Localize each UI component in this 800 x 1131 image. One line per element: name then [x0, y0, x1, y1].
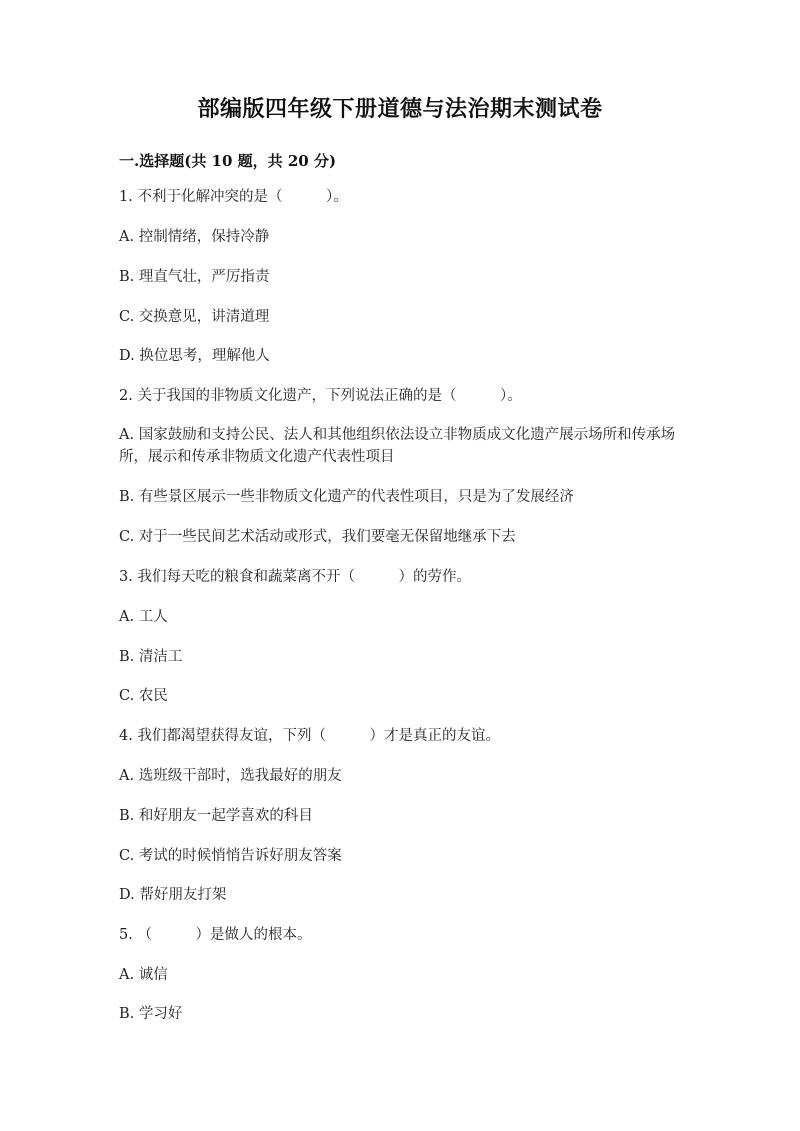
question-stem: 2. 关于我国的非物质文化遗产，下列说法正确的是（ ）。: [119, 388, 522, 404]
answer-option: C. 农民: [119, 688, 168, 704]
answer-option: B. 和好朋友一起学喜欢的科目: [119, 808, 313, 824]
answer-option: B. 清洁工: [119, 649, 183, 665]
answer-option: B. 有些景区展示一些非物质文化遗产的代表性项目，只是为了发展经济: [119, 489, 574, 505]
answer-option: A. 工人: [119, 609, 168, 625]
question-stem: 1. 不利于化解冲突的是（ ）。: [119, 189, 348, 205]
answer-option: D. 换位思考，理解他人: [119, 348, 270, 364]
answer-option: C. 考试的时候悄悄告诉好朋友答案: [119, 848, 342, 864]
question-stem: 3. 我们每天吃的粮食和蔬菜离不开（ ）的劳作。: [119, 569, 471, 585]
answer-option: B. 学习好: [119, 1006, 183, 1022]
answer-option: C. 对于一些民间艺术活动或形式，我们要毫无保留地继承下去: [119, 529, 516, 545]
answer-option: B. 理直气壮，严厉指责: [119, 269, 270, 285]
question-stem: 4. 我们都渴望获得友谊，下列（ ）才是真正的友谊。: [119, 728, 500, 744]
answer-option: D. 帮好朋友打架: [119, 887, 227, 903]
answer-option: A. 国家鼓励和支持公民、法人和其他组织依法设立非物质成文化遗产展示场所和传承场所，展示和传承非物质文化遗产代表性项目: [119, 427, 676, 465]
answer-option: C. 交换意见，讲清道理: [119, 309, 270, 325]
answer-option: A. 控制情绪，保持冷静: [119, 229, 270, 245]
answer-option: A. 选班级干部时，选我最好的朋友: [119, 768, 342, 784]
question-stem: 5. （ ）是做人的根本。: [119, 927, 312, 943]
page-title: 部编版四年级下册道德与法治期末测试卷: [197, 96, 603, 122]
section-heading: 一.选择题(共 10 题，共 20 分): [119, 152, 337, 170]
answer-option: A. 诚信: [119, 967, 168, 983]
